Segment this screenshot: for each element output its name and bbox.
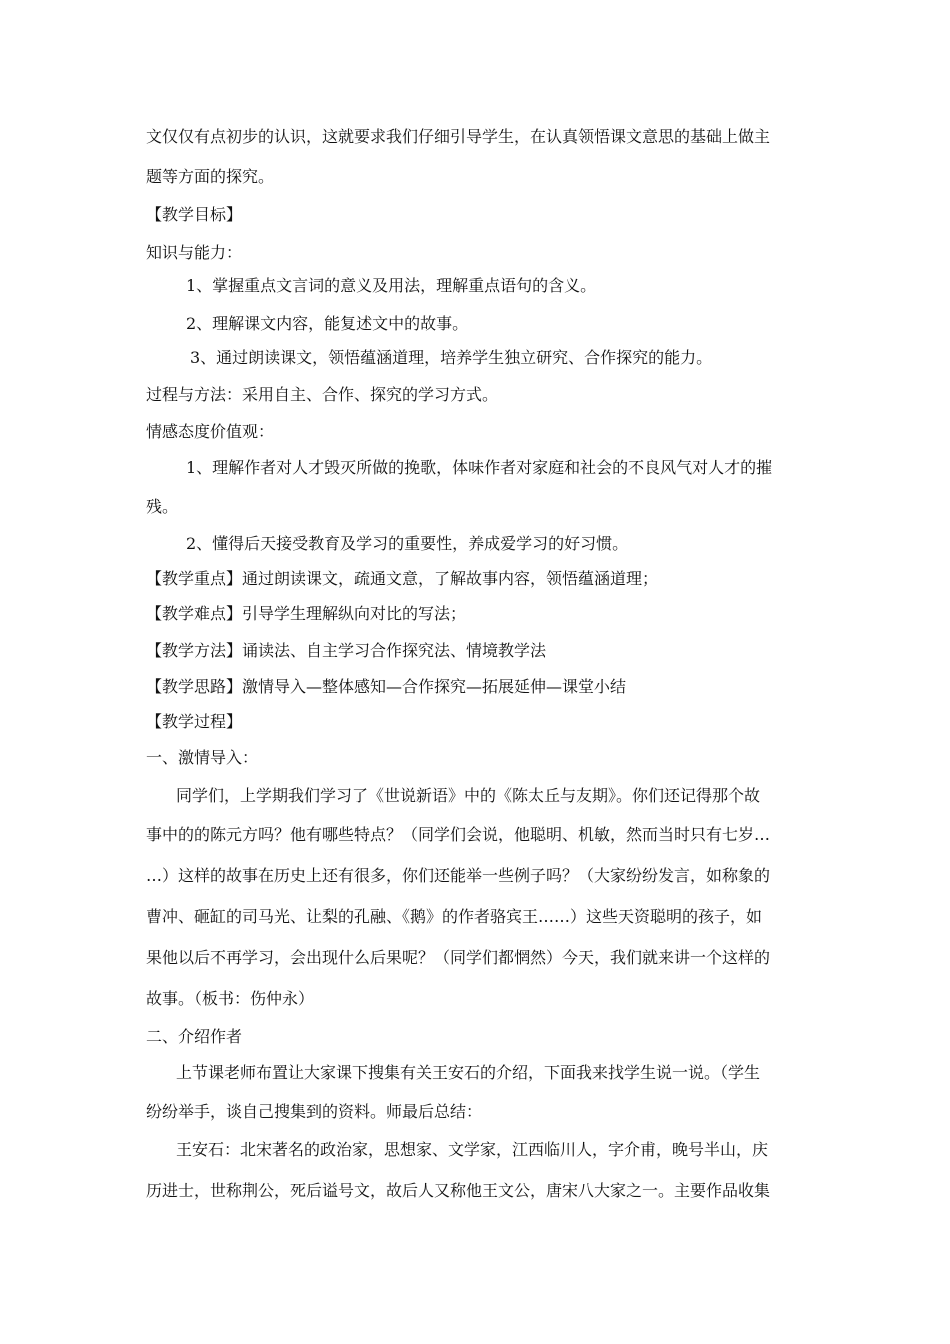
section-heading: 【教学过程】 bbox=[146, 712, 243, 731]
text-line: 纷纷举手，谈自己搜集到的资料。师最后总结： bbox=[146, 1102, 483, 1121]
section-heading: 【教学目标】 bbox=[146, 205, 243, 224]
list-item: 2、理解课文内容，能复述文中的故事。 bbox=[186, 314, 469, 333]
text-line: 果他以后不再学习，会出现什么后果呢？（同学们都惘然）今天，我们就来讲一个这样的 bbox=[146, 948, 771, 967]
subheading: 过程与方法：采用自主、合作、探究的学习方式。 bbox=[146, 385, 499, 404]
subheading: 情感态度价值观： bbox=[146, 422, 275, 441]
subheading: 一、激情导入： bbox=[146, 748, 259, 767]
text-line: 曹冲、砸缸的司马光、让梨的孔融、《鹅》的作者骆宾王……）这些天资聪明的孩子，如 bbox=[146, 907, 763, 926]
list-item: 2、懂得后天接受教育及学习的重要性，养成爱学习的好习惯。 bbox=[186, 534, 629, 553]
section-heading: 【教学重点】通过朗读课文，疏通文意，了解故事内容，领悟蕴涵道理； bbox=[146, 569, 659, 588]
text-line: 上节课老师布置让大家课下搜集有关王安石的介绍，下面我来找学生说一说。（学生 bbox=[176, 1063, 761, 1082]
subheading: 知识与能力： bbox=[146, 243, 243, 262]
list-item: 1、掌握重点文言词的意义及用法，理解重点语句的含义。 bbox=[186, 276, 597, 295]
section-heading: 【教学思路】激情导入—整体感知—合作探究—拓展延伸—课堂小结 bbox=[146, 677, 627, 696]
text-line: 王安石：北宋著名的政治家，思想家、文学家，江西临川人，字介甫，晚号半山，庆 bbox=[176, 1140, 769, 1159]
section-heading: 【教学方法】诵读法、自主学习合作探究法、情境教学法 bbox=[146, 641, 547, 660]
text-line: 同学们，上学期我们学习了《世说新语》中的《陈太丘与友期》。你们还记得那个故 bbox=[176, 786, 761, 805]
section-heading: 【教学难点】引导学生理解纵向对比的写法； bbox=[146, 604, 467, 623]
text-line: 残。 bbox=[146, 497, 179, 516]
text-line: 题等方面的探究。 bbox=[146, 167, 275, 186]
subheading: 二、介绍作者 bbox=[146, 1027, 243, 1046]
list-item: 3、通过朗读课文，领悟蕴涵道理，培养学生独立研究、合作探究的能力。 bbox=[190, 348, 713, 367]
text-line: …）这样的故事在历史上还有很多，你们还能举一些例子吗？（大家纷纷发言，如称象的 bbox=[146, 866, 771, 885]
text-line: 历进士，世称荆公，死后谥号文，故后人又称他王文公，唐宋八大家之一。主要作品收集 bbox=[146, 1181, 771, 1200]
text-line: 故事。（板书：伤仲永） bbox=[146, 989, 315, 1008]
list-item: 1、理解作者对人才毁灭所做的挽歌，体味作者对家庭和社会的不良风气对人才的摧 bbox=[186, 458, 773, 477]
text-line: 事中的的陈元方吗？他有哪些特点？（同学们会说，他聪明、机敏，然而当时只有七岁… bbox=[146, 825, 771, 844]
text-line: 文仅仅有点初步的认识，这就要求我们仔细引导学生，在认真领悟课文意思的基础上做主 bbox=[146, 127, 771, 146]
